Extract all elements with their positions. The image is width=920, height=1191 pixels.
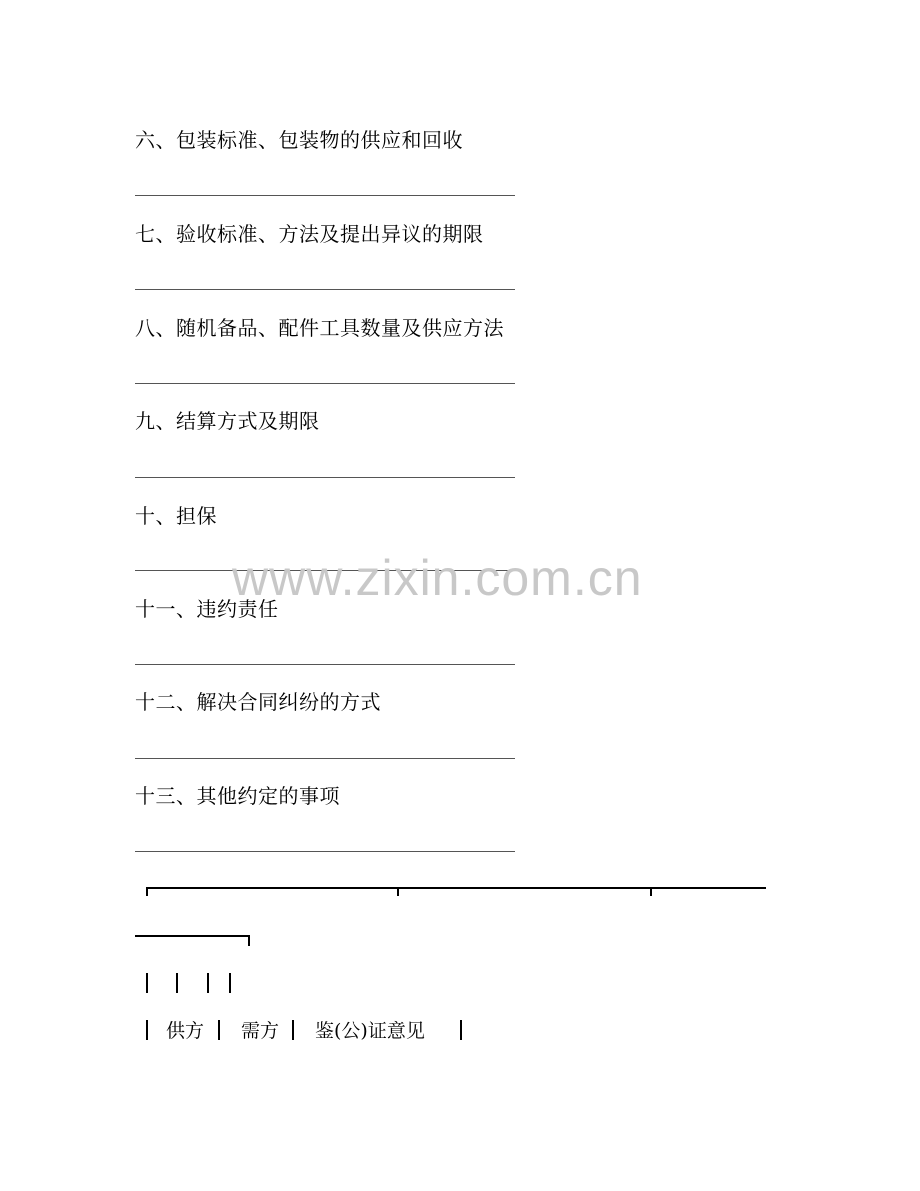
section-heading-11: 十一、违约责任 (135, 597, 279, 621)
section-heading-9: 九、结算方式及期限 (135, 409, 320, 433)
fill-line (135, 758, 515, 759)
watermark: www.zixin.com.cn (232, 550, 643, 606)
fill-line (135, 477, 515, 478)
section-heading-7: 七、验收标准、方法及提出异议的期限 (135, 222, 484, 246)
fill-line (135, 664, 515, 665)
section-heading-10: 十、担保 (135, 504, 217, 528)
fill-line (135, 851, 515, 852)
fill-line (135, 383, 515, 384)
notary-opinion-label: 鉴(公)证意见 (315, 1020, 425, 1042)
fill-line (135, 289, 515, 290)
section-heading-12: 十二、解决合同纠纷的方式 (135, 690, 381, 714)
section-heading-6: 六、包装标准、包装物的供应和回收 (135, 128, 463, 152)
section-heading-13: 十三、其他约定的事项 (135, 784, 340, 808)
supplier-label: 供方 (166, 1020, 205, 1042)
buyer-label: 需方 (241, 1020, 280, 1042)
fill-line (135, 195, 515, 196)
section-heading-8: 八、随机备品、配件工具数量及供应方法 (135, 316, 504, 340)
